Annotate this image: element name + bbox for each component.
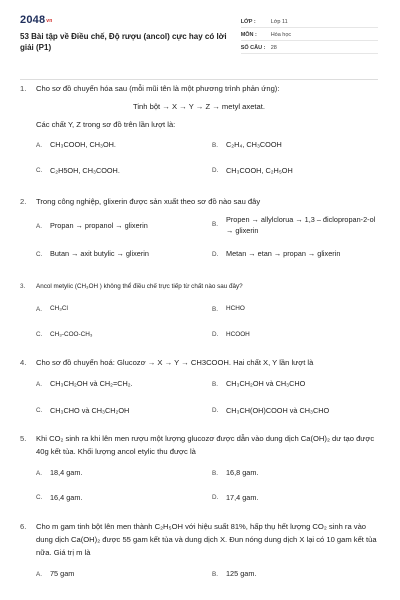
option-letter: D. xyxy=(212,494,219,501)
question-prompt: Các chất Y, Z trong sơ đồ trên lần lượt là: xyxy=(36,120,176,129)
question-text: Cho m gam tinh bột lên men thành C₂H₅OH với hiệu suất 81%, hấp thụ hết lượng CO₂ sinh ra vào dung dịch Ca(OH)₂ được 55 gam kết tủa và dung dịch X. Đun nóng dung dịch X lại có 10 gam kết tủa nữa. Giá trị m là xyxy=(36,522,377,557)
question-1 xyxy=(20,82,378,176)
option-a[interactable] xyxy=(36,467,202,479)
option-text: 16,8 gam. xyxy=(226,468,259,477)
option-text: CH₃COOH, CH₃OH. xyxy=(50,140,116,149)
option-a[interactable] xyxy=(36,568,202,580)
options xyxy=(36,214,378,260)
question-text: Khi CO₂ sinh ra khi lên men rượu một lượng glucozơ được dẫn vào dung dịch Ca(OH)₂ dư tạo được 40g kết tủa. Khối lượng ancol etylic thu được là xyxy=(36,434,375,456)
question-number: 4. xyxy=(20,358,27,367)
option-text: 75 gam xyxy=(50,569,75,578)
option-letter: D. xyxy=(212,331,219,338)
option-a[interactable] xyxy=(36,214,202,236)
option-b[interactable] xyxy=(212,568,378,580)
option-d[interactable] xyxy=(212,329,378,341)
option-d[interactable] xyxy=(212,405,378,417)
question-text: Cho sơ đồ chuyển hóa sau (mỗi mũi tên là một phương trình phản ứng): xyxy=(36,84,280,93)
option-text: CH₃Cl xyxy=(50,305,68,312)
option-letter: D. xyxy=(212,250,219,258)
option-text: 125 gam. xyxy=(226,569,257,578)
option-letter: A. xyxy=(36,380,42,388)
meta-panel xyxy=(241,16,378,79)
option-text: Propen → allylclorua → 1,3 – điclopropan-2-ol → glixerin xyxy=(226,215,376,235)
option-text: CH₃-COO-CH₃ xyxy=(50,330,93,338)
option-letter: B. xyxy=(212,380,218,388)
options xyxy=(36,568,378,580)
question-number: 5. xyxy=(20,434,27,443)
document-header xyxy=(20,0,378,80)
option-d[interactable] xyxy=(212,248,378,260)
option-text: 16,4 gam. xyxy=(50,492,83,502)
option-text: C₂H₄, CH₃COOH xyxy=(226,140,282,149)
meta-subject-label: MÔN : xyxy=(240,31,257,38)
option-a[interactable] xyxy=(36,303,202,315)
question-number: 2. xyxy=(20,197,27,206)
question-number: 6. xyxy=(20,522,27,531)
option-text: 18,4 gam. xyxy=(50,468,83,477)
option-letter: C. xyxy=(36,407,43,414)
option-letter: A. xyxy=(36,141,42,149)
options xyxy=(36,303,378,340)
question-scheme: Tinh bột → X → Y → Z → metyl axetat. xyxy=(133,102,265,111)
option-text: CH₃CHO và CH₃CH₂OH xyxy=(50,405,130,415)
option-c[interactable] xyxy=(36,329,202,341)
meta-class-label: LỚP : xyxy=(240,18,256,25)
option-b[interactable] xyxy=(212,378,378,390)
option-letter: B. xyxy=(212,469,218,477)
question-number: 3. xyxy=(20,283,26,290)
question-3 xyxy=(20,280,378,340)
option-text: C₂H5OH, CH₃COOH. xyxy=(50,165,120,175)
question-text: Cho sơ đồ chuyển hoá: Glucozơ → X → Y → CH3COOH. Hai chất X, Y lần lượt là xyxy=(36,358,314,367)
option-text: CH₃CH(OH)COOH và CH₃CHO xyxy=(226,405,330,415)
options xyxy=(36,139,378,176)
option-c[interactable] xyxy=(36,165,202,177)
option-text: CH₃CH₂OH và CH₂=CH₂. xyxy=(50,379,133,388)
option-letter: B. xyxy=(212,221,218,228)
option-letter: A. xyxy=(36,570,42,578)
meta-subject-value: Hóa học xyxy=(270,31,292,38)
option-c[interactable] xyxy=(36,405,202,417)
header-left xyxy=(20,14,241,79)
option-b[interactable] xyxy=(212,303,378,315)
option-a[interactable] xyxy=(36,378,202,390)
question-2 xyxy=(20,195,378,260)
option-text: Butan → axit butylic → glixerin xyxy=(50,249,149,258)
option-text: HCOOH xyxy=(226,330,250,338)
question-5 xyxy=(20,432,378,503)
option-letter: A. xyxy=(36,305,42,313)
document-title: 53 Bài tập về Điều chế, Độ rượu (ancol) cực hay có lời giải (P1) xyxy=(20,32,227,52)
question-text: Ancol metylic (CH₃OH ) không thể điều chế trực tiếp từ chất nào sau đây? xyxy=(36,283,243,290)
site-logo[interactable] xyxy=(20,14,241,26)
meta-count-value: 28 xyxy=(270,44,277,51)
option-letter: A. xyxy=(36,469,42,477)
option-letter: B. xyxy=(212,305,218,313)
logo-suffix: vn xyxy=(46,18,53,24)
logo-text: 2048 xyxy=(20,14,46,26)
option-b[interactable] xyxy=(212,467,378,479)
option-c[interactable] xyxy=(36,248,202,260)
meta-subject xyxy=(241,29,378,41)
option-a[interactable] xyxy=(36,139,202,151)
option-text: CH₃CH₂OH và CH₃CHO xyxy=(226,379,306,388)
option-text: Metan → etan → propan → glixerin xyxy=(226,249,341,258)
option-letter: B. xyxy=(212,570,218,578)
option-text: Propan → propanol → glixerin xyxy=(50,221,148,230)
option-d[interactable] xyxy=(212,492,378,504)
option-b[interactable] xyxy=(212,139,378,151)
option-text: CH₃COOH, C₂H₅OH xyxy=(226,165,293,175)
option-letter: D. xyxy=(212,407,219,414)
options xyxy=(36,467,378,503)
option-letter: C. xyxy=(36,250,43,258)
option-letter: D. xyxy=(212,167,219,174)
meta-class-value: Lớp 11 xyxy=(270,18,288,25)
meta-count xyxy=(241,42,378,54)
option-text: 17,4 gam. xyxy=(226,492,259,502)
options xyxy=(36,378,378,416)
option-letter: C. xyxy=(36,494,43,501)
option-b[interactable] xyxy=(212,214,378,236)
meta-class xyxy=(241,16,378,28)
option-d[interactable] xyxy=(212,165,378,177)
option-letter: C. xyxy=(36,167,43,174)
question-number: 1. xyxy=(20,84,27,93)
option-text: HCHO xyxy=(226,305,245,312)
meta-count-label: SỐ CÂU : xyxy=(240,44,266,51)
question-text: Trong công nghiệp, glixerin được sản xuất theo sơ đồ nào sau đây xyxy=(36,197,261,206)
option-letter: C. xyxy=(36,331,43,338)
question-6 xyxy=(20,520,378,580)
option-letter: A. xyxy=(36,222,42,230)
question-4 xyxy=(20,356,378,416)
option-letter: B. xyxy=(212,141,218,149)
option-c[interactable] xyxy=(36,492,202,504)
